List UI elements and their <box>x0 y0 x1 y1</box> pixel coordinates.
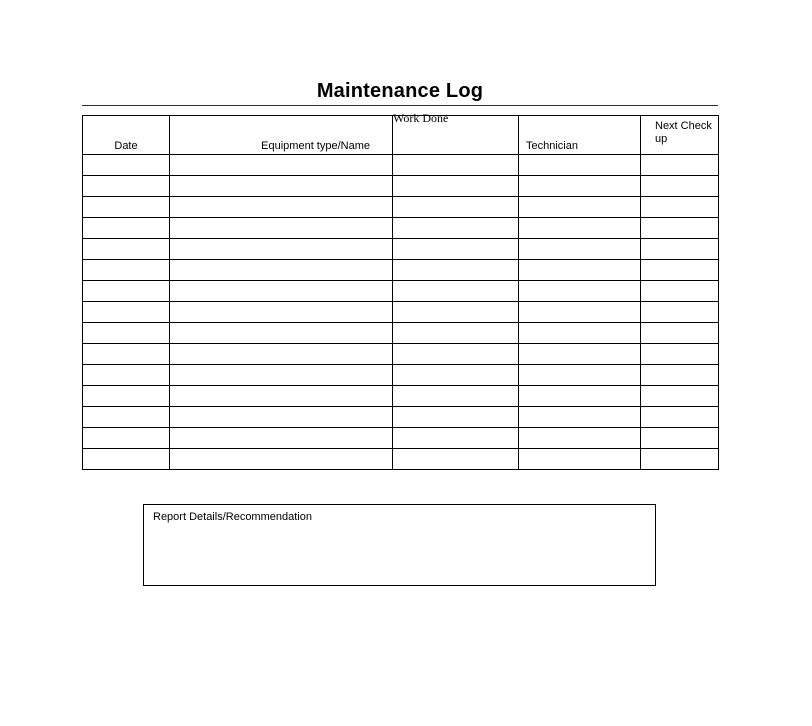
cell-technician[interactable] <box>519 218 641 239</box>
cell-next-checkup[interactable] <box>641 281 719 302</box>
cell-next-checkup[interactable] <box>641 302 719 323</box>
cell-next-checkup[interactable] <box>641 197 719 218</box>
cell-technician[interactable] <box>519 407 641 428</box>
table-row <box>83 344 719 365</box>
cell-work-done[interactable] <box>393 344 519 365</box>
cell-date[interactable] <box>83 302 170 323</box>
cell-work-done[interactable] <box>393 155 519 176</box>
cell-technician[interactable] <box>519 197 641 218</box>
cell-work-done[interactable] <box>393 449 519 470</box>
cell-date[interactable] <box>83 155 170 176</box>
cell-equipment[interactable] <box>170 155 393 176</box>
table-row <box>83 281 719 302</box>
cell-equipment[interactable] <box>170 302 393 323</box>
cell-equipment[interactable] <box>170 449 393 470</box>
table-row <box>83 176 719 197</box>
table-row <box>83 428 719 449</box>
cell-work-done[interactable] <box>393 218 519 239</box>
cell-date[interactable] <box>83 197 170 218</box>
cell-date[interactable] <box>83 428 170 449</box>
table-row <box>83 407 719 428</box>
cell-technician[interactable] <box>519 302 641 323</box>
cell-equipment[interactable] <box>170 260 393 281</box>
cell-equipment[interactable] <box>170 365 393 386</box>
cell-equipment[interactable] <box>170 176 393 197</box>
cell-equipment[interactable] <box>170 281 393 302</box>
table-row <box>83 365 719 386</box>
cell-equipment[interactable] <box>170 386 393 407</box>
cell-technician[interactable] <box>519 239 641 260</box>
header-equipment: Equipment type/Name <box>170 116 393 155</box>
title-divider <box>82 105 718 106</box>
cell-date[interactable] <box>83 218 170 239</box>
table-row <box>83 260 719 281</box>
cell-date[interactable] <box>83 344 170 365</box>
cell-equipment[interactable] <box>170 239 393 260</box>
cell-technician[interactable] <box>519 260 641 281</box>
cell-work-done[interactable] <box>393 302 519 323</box>
cell-next-checkup[interactable] <box>641 155 719 176</box>
cell-date[interactable] <box>83 260 170 281</box>
cell-equipment[interactable] <box>170 323 393 344</box>
table-row <box>83 239 719 260</box>
cell-date[interactable] <box>83 239 170 260</box>
cell-technician[interactable] <box>519 176 641 197</box>
maintenance-log-table <box>82 111 719 470</box>
cell-work-done[interactable] <box>393 260 519 281</box>
cell-work-done[interactable] <box>393 428 519 449</box>
cell-work-done[interactable] <box>393 407 519 428</box>
cell-next-checkup[interactable] <box>641 260 719 281</box>
cell-work-done[interactable] <box>393 197 519 218</box>
table-row <box>83 386 719 407</box>
cell-technician[interactable] <box>519 323 641 344</box>
table-header-row <box>83 116 719 155</box>
table-row <box>83 197 719 218</box>
cell-date[interactable] <box>83 449 170 470</box>
cell-technician[interactable] <box>519 155 641 176</box>
cell-equipment[interactable] <box>170 428 393 449</box>
table-row <box>83 449 719 470</box>
header-date: Date <box>83 116 170 155</box>
header-work-done <box>393 111 519 155</box>
cell-technician[interactable] <box>519 365 641 386</box>
cell-next-checkup[interactable] <box>641 449 719 470</box>
cell-next-checkup[interactable] <box>641 386 719 407</box>
cell-technician[interactable] <box>519 428 641 449</box>
cell-next-checkup[interactable] <box>641 365 719 386</box>
cell-technician[interactable] <box>519 449 641 470</box>
cell-next-checkup[interactable] <box>641 239 719 260</box>
cell-next-checkup[interactable] <box>641 176 719 197</box>
cell-next-checkup[interactable] <box>641 323 719 344</box>
cell-work-done[interactable] <box>393 386 519 407</box>
report-details-label: Report Details/Recommendation <box>153 511 312 523</box>
report-details-box[interactable] <box>143 504 656 586</box>
cell-next-checkup[interactable] <box>641 218 719 239</box>
header-work-done-label: Work Done <box>393 111 449 125</box>
cell-date[interactable] <box>83 176 170 197</box>
cell-technician[interactable] <box>519 344 641 365</box>
cell-equipment[interactable] <box>170 197 393 218</box>
table-body <box>83 155 719 470</box>
table-row <box>83 323 719 344</box>
cell-technician[interactable] <box>519 386 641 407</box>
cell-date[interactable] <box>83 407 170 428</box>
header-next-checkup: Next Check up <box>641 116 719 155</box>
cell-work-done[interactable] <box>393 281 519 302</box>
cell-next-checkup[interactable] <box>641 407 719 428</box>
cell-equipment[interactable] <box>170 344 393 365</box>
cell-next-checkup[interactable] <box>641 428 719 449</box>
cell-next-checkup[interactable] <box>641 344 719 365</box>
cell-equipment[interactable] <box>170 218 393 239</box>
table-row <box>83 302 719 323</box>
table-row <box>83 218 719 239</box>
cell-date[interactable] <box>83 386 170 407</box>
page-title: Maintenance Log <box>316 80 484 102</box>
cell-equipment[interactable] <box>170 407 393 428</box>
table-row <box>83 155 719 176</box>
cell-work-done[interactable] <box>393 323 519 344</box>
cell-date[interactable] <box>83 365 170 386</box>
cell-work-done[interactable] <box>393 365 519 386</box>
header-technician: Technician <box>519 116 641 155</box>
cell-date[interactable] <box>83 323 170 344</box>
cell-work-done[interactable] <box>393 239 519 260</box>
cell-work-done[interactable] <box>393 176 519 197</box>
cell-date[interactable] <box>83 281 170 302</box>
cell-technician[interactable] <box>519 281 641 302</box>
